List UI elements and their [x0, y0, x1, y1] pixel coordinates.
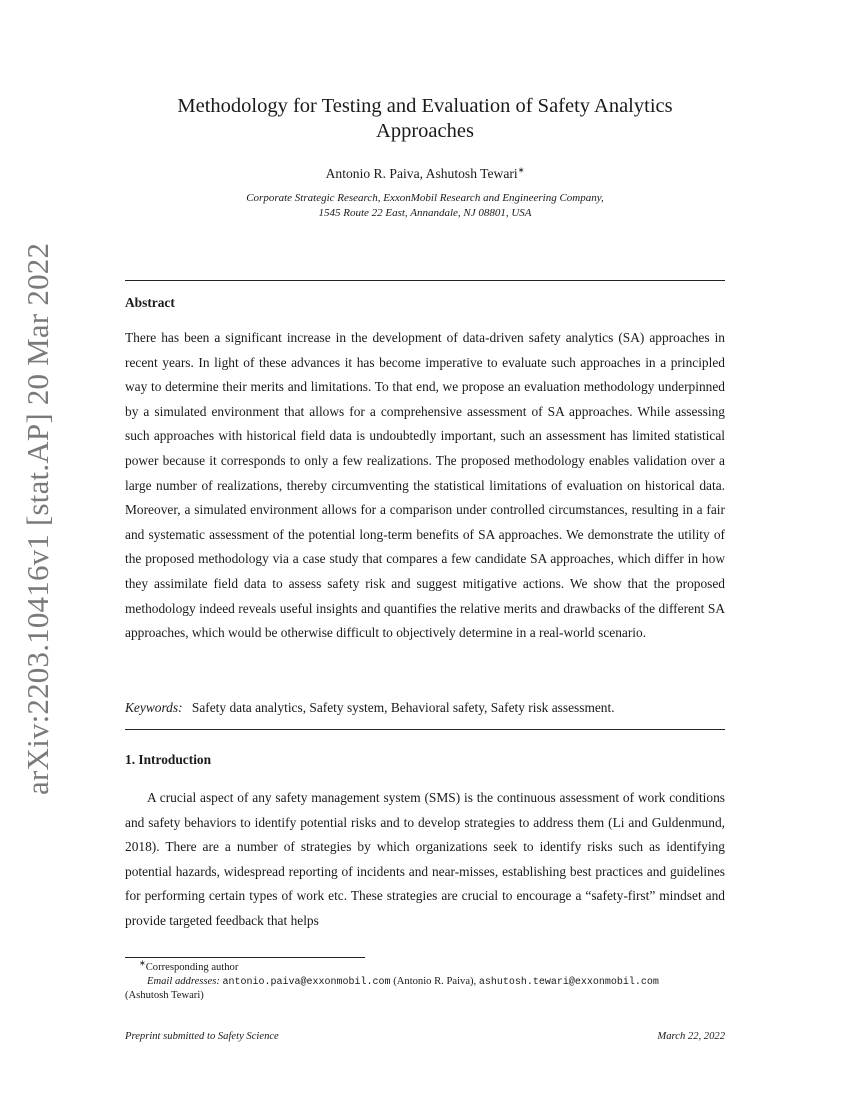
affiliation-line-2: 1545 Route 22 East, Annandale, NJ 08801, USA [318, 207, 532, 219]
keywords-list: Safety data analytics, Safety system, Behavioral safety, Safety risk assessment. [191, 700, 615, 715]
footnote-emails [125, 975, 725, 990]
email-link-paiva[interactable]: antonio.paiva@exxonmobil.com [222, 976, 391, 988]
introduction-heading: 1. Introduction [125, 752, 212, 767]
abstract-top-rule [125, 280, 725, 281]
email-owner-paiva: (Antonio R. Paiva), [393, 975, 477, 987]
footnote-corresponding [125, 958, 725, 975]
email-link-tewari[interactable]: ashutosh.tewari@exxonmobil.com [478, 976, 659, 988]
arxiv-identifier-stamp: arXiv:2203.10416v1 [stat.AP] 20 Mar 2022 [20, 242, 55, 795]
keywords-label: Keywords: [125, 700, 183, 715]
email-addresses-label: Email addresses: [147, 975, 220, 987]
author-affiliation [125, 191, 725, 221]
footnote-corresponding-text: Corresponding author [145, 962, 239, 973]
footer-preprint-note: Preprint submitted to Safety Science [125, 1031, 279, 1042]
abstract-body: There has been a significant increase in the development of data-driven safety analytics (SA) approaches in recent years. In light of these advances it has become imperative to evaluate such approaches in a principled way to determine their merits and limitations. To that end, we propose an evaluation methodology underpinned by a simulated environment that allows for a comprehensive assessment of SA approaches. While assessing such approaches with historical field data is undoubtedly important, such an assessment has limited statistical power because it corresponds to only a few realizations. The proposed methodology enables validation over a large number of realizations, thereby circumventing the statistical limitations of evaluation on historical data. Moreover, a simulated environment allows for a comparison under controlled circumstances, resulting in a fair and systematic assessment of the potential long-term benefits of SA approaches. We demonstrate the utility of the proposed methodology via a case study that compares a few candidate SA approaches, which differ in how they assimilate field data to assess safety risk and suggest mitigative actions. We show that the proposed methodology indeed reveals useful insights and quantifies the relative merits and drawbacks of the different SA approaches, which would be otherwise difficult to objectively determine in a real-world scenario. [125, 330, 725, 641]
footnote-email-owner-tewari: (Ashutosh Tewari) [125, 990, 204, 1002]
paper-title-line-1: Methodology for Testing and Evaluation of Safety Analytics [177, 95, 673, 117]
corresponding-author-mark: ∗ [517, 165, 525, 175]
abstract-bottom-rule [125, 729, 725, 730]
footer-date: March 22, 2022 [657, 1031, 725, 1042]
paper-title-line-2: Approaches [376, 120, 474, 142]
footnote-rule [125, 957, 365, 958]
introduction-paragraph: A crucial aspect of any safety management system (SMS) is the continuous assessment of work conditions and safety behaviors to identify potential risks and to develop strategies to address them (Li and Guldenmund, 2018). There are a number of strategies by which organizations seek to identify risks such as identifying potential hazards, widespread reporting of incidents and near-misses, establishing best practices and guidelines for performing certain types of work etc. These strategies are crucial to encourage a “safety-first” mindset and provide targeted feedback that helps [125, 790, 725, 928]
author-names: Antonio R. Paiva, Ashutosh Tewari [325, 166, 518, 181]
keywords-line [125, 698, 725, 718]
affiliation-line-1: Corporate Strategic Research, ExxonMobil Research and Engineering Company, [246, 192, 604, 204]
footnote [125, 958, 725, 1003]
footnote-mark: ∗ [139, 958, 146, 968]
paper-title [125, 94, 725, 144]
author-list [125, 166, 725, 182]
abstract-heading: Abstract [125, 295, 175, 310]
